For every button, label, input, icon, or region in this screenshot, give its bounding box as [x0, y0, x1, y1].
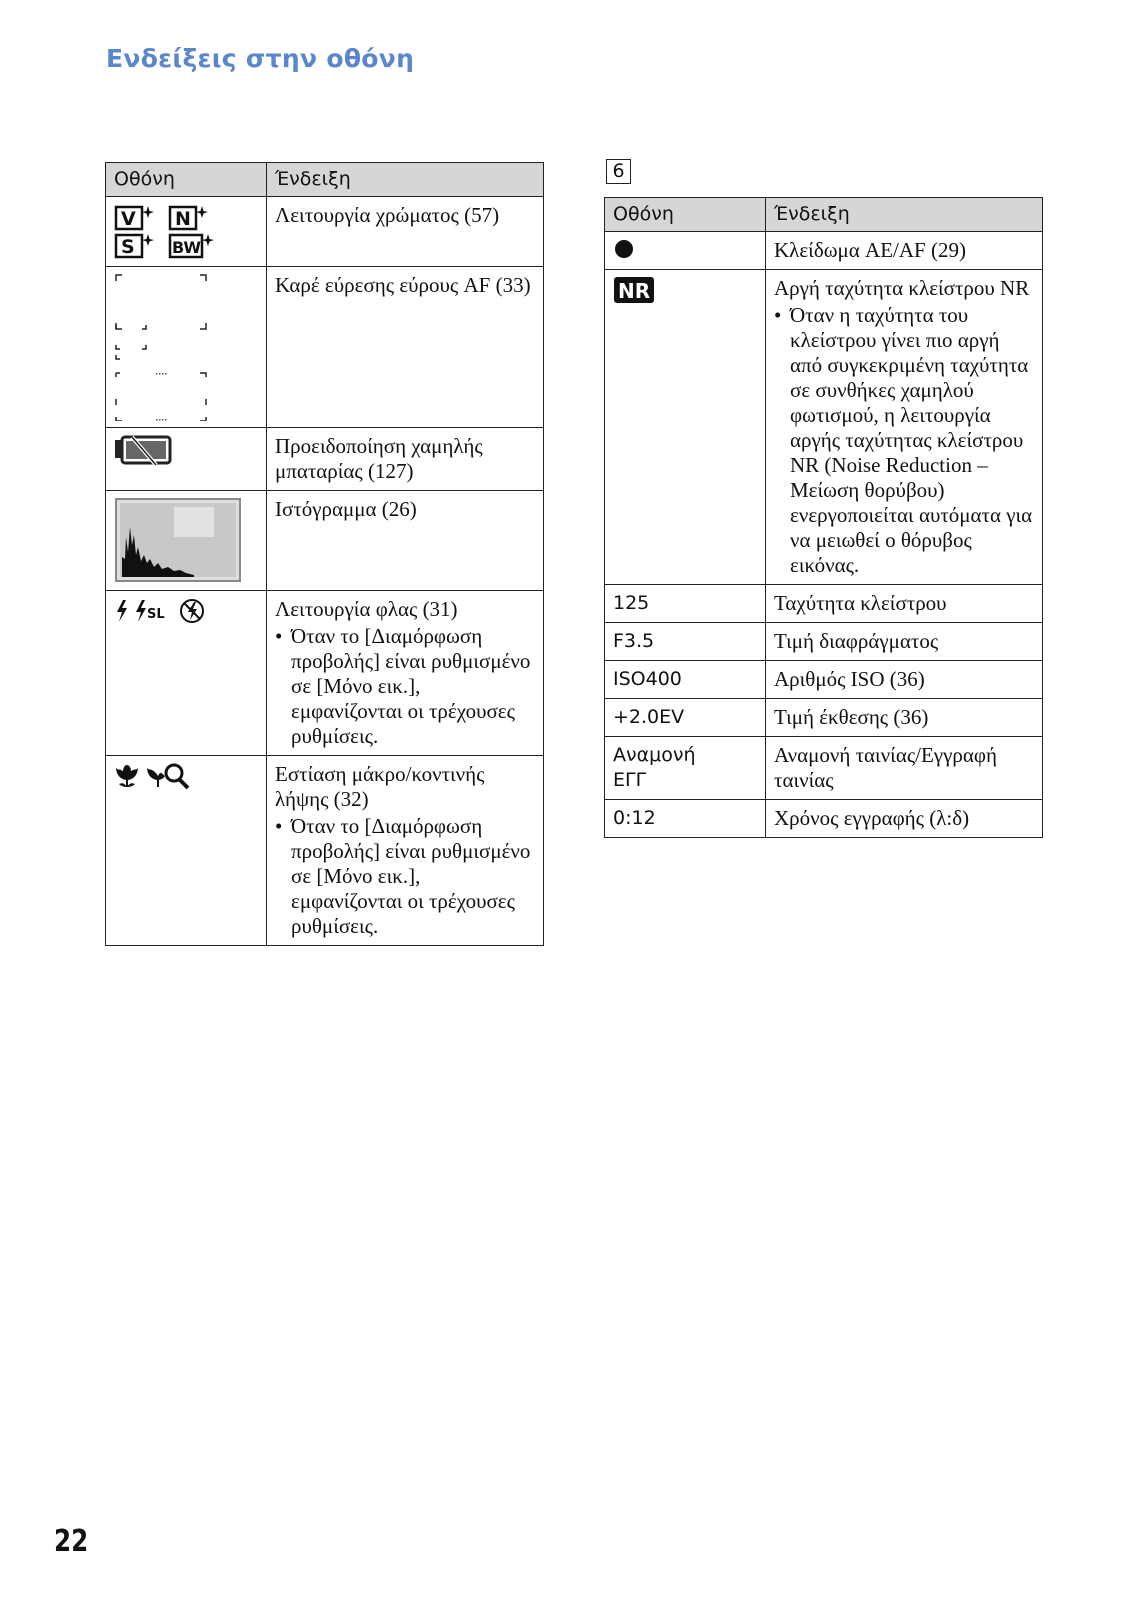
- indication-cell: Τιμή διαφράγματος: [766, 623, 1043, 661]
- table-header-row: [106, 163, 544, 197]
- table-row: [605, 232, 1043, 270]
- display-cell: 0:12: [605, 800, 766, 838]
- indication-cell: Προειδοποίηση χαμηλής μπαταρίας (127): [267, 428, 544, 491]
- bullet-list: [774, 303, 1034, 578]
- color-mode-v-label: V: [121, 208, 136, 230]
- table-row: [106, 267, 544, 428]
- section-marker: 6: [606, 159, 631, 184]
- table-row: [106, 428, 544, 491]
- indication-cell: Τιμή έκθεσης (36): [766, 699, 1043, 737]
- indication-cell: Ιστόγραμμα (26): [267, 491, 544, 591]
- indication-cell: [766, 270, 1043, 585]
- display-line-2: ΕΓΓ: [613, 769, 647, 791]
- nr-slow-shutter-icon: [613, 276, 655, 304]
- bullet-item: • Όταν το [Διαμόρφωση προβολής] είναι ρυθμισμένο σε [Μόνο εικ.], εμφανίζονται οι τρέχουσες ρυθμίσεις.: [275, 814, 535, 939]
- display-cell: [605, 737, 766, 800]
- display-cell: 125: [605, 585, 766, 623]
- indication-text: Εστίαση μάκρο/κοντινής λήψης (32): [275, 762, 485, 811]
- page-title: Ενδείξεις στην οθόνη: [106, 44, 415, 73]
- header-indication: Ένδειξη: [267, 163, 544, 197]
- bullet-item: • Όταν η ταχύτητα του κλείστρου γίνει πιο αργή από συγκεκριμένη ταχύτητα σε συνθήκες χαμηλού φωτισμού, η λειτουργία αργής ταχύτητας κλείστρου NR (Noise Reduction – Μείωση θορύβου) ενεργοποιείται αυτόματα για να μειωθεί ο θόρυβος εικόνας.: [774, 303, 1034, 578]
- display-cell: [106, 267, 267, 428]
- header-indication: Ένδειξη: [766, 198, 1043, 232]
- table-header-row: [605, 198, 1043, 232]
- table-row: [605, 270, 1043, 585]
- display-cell: [106, 591, 267, 756]
- indication-text: Αργή ταχύτητα κλείστρου NR: [774, 276, 1030, 300]
- color-mode-bw-label: BW: [172, 238, 201, 257]
- display-cell: +2.0EV: [605, 699, 766, 737]
- display-cell: [605, 270, 766, 585]
- indicator-table-right: [604, 197, 1043, 838]
- header-display: Οθόνη: [605, 198, 766, 232]
- table-row: [605, 661, 1043, 699]
- nr-label: NR: [618, 279, 651, 303]
- display-cell: [106, 491, 267, 591]
- indication-cell: [267, 591, 544, 756]
- page-number: 22: [54, 1524, 89, 1559]
- flash-mode-icon: [114, 597, 210, 625]
- display-cell: [106, 428, 267, 491]
- indication-cell: Αναμονή ταινίας/Εγγραφή ταινίας: [766, 737, 1043, 800]
- display-line-1: Αναμονή: [613, 744, 696, 766]
- af-range-finder-frame-icon: [114, 273, 210, 421]
- display-cell: ISO400: [605, 661, 766, 699]
- table-row: [605, 800, 1043, 838]
- display-cell: [605, 232, 766, 270]
- display-cell: [106, 756, 267, 946]
- display-cell: F3.5: [605, 623, 766, 661]
- table-row: [605, 623, 1043, 661]
- table-row: [106, 756, 544, 946]
- header-display: Οθόνη: [106, 163, 267, 197]
- table-row: [605, 737, 1043, 800]
- display-cell: [106, 197, 267, 267]
- ae-af-lock-dot-icon: [613, 238, 635, 260]
- indicator-table-left: [105, 162, 544, 946]
- indication-cell: Κλείδωμα AE/AF (29): [766, 232, 1043, 270]
- indication-cell: Καρέ εύρεσης εύρους AF (33): [267, 267, 544, 428]
- histogram-icon: [114, 497, 242, 583]
- color-mode-s-label: S: [121, 236, 135, 258]
- indication-cell: Ταχύτητα κλείστρου: [766, 585, 1043, 623]
- indication-cell: Λειτουργία χρώματος (57): [267, 197, 544, 267]
- table-row: [605, 585, 1043, 623]
- flash-slow-sync-label: SL: [147, 607, 165, 622]
- color-mode-icon: [114, 203, 214, 259]
- table-row: [106, 591, 544, 756]
- indication-text: Λειτουργία φλας (31): [275, 597, 458, 621]
- indication-cell: Αριθμός ISO (36): [766, 661, 1043, 699]
- bullet-list: [275, 624, 535, 749]
- indication-cell: [267, 756, 544, 946]
- bullet-list: [275, 814, 535, 939]
- color-mode-n-label: N: [175, 208, 191, 230]
- low-battery-icon: [114, 434, 172, 466]
- table-row: [106, 491, 544, 591]
- indication-cell: Χρόνος εγγραφής (λ:δ): [766, 800, 1043, 838]
- table-row: [605, 699, 1043, 737]
- table-row: [106, 197, 544, 267]
- macro-close-up-icon: [114, 762, 194, 790]
- bullet-item: • Όταν το [Διαμόρφωση προβολής] είναι ρυθμισμένο σε [Μόνο εικ.], εμφανίζονται οι τρέχουσες ρυθμίσεις.: [275, 624, 535, 749]
